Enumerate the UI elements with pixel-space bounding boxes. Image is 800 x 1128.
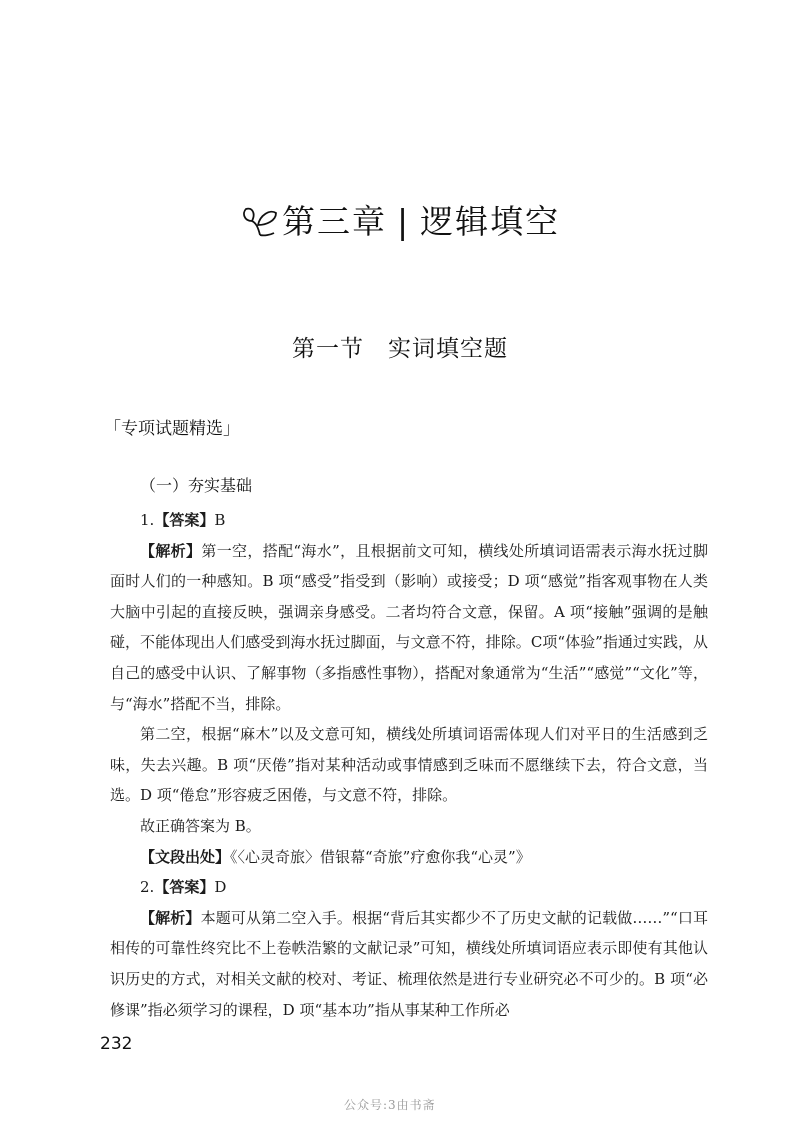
q1-analysis-paragraph-1: 【解析】第一空，搭配“海水”，且根据前文可知，横线处所填词语需表示海水抚过脚面时人们的一种感知。B 项“感受”指受到（影响）或接受；D 项“感觉”指客观事物在人类大脑中引起的直接反映，强调亲身感受。二者均符合文意，保留。A 项“接触”强调的是触碰，不能体现出人们感受到海水抚过脚面，与文意不符，排除。C项“体验”指通过实践，从自己的感受中认识、了解事物（多指感性事物），搭配对象通常为“生活”“感觉”“文化”等，与“海水”搭配不当，排除。 <box>110 541 709 713</box>
q1-source-line <box>110 842 708 873</box>
chapter-title: 逻辑填空 <box>420 202 561 241</box>
q1-conclusion: 故正确答案为 B。 <box>140 816 261 835</box>
page-number: 232 <box>100 1034 133 1054</box>
q2-analysis-paragraph: 【解析】本题可从第二空入手。根据“背后其实都少不了历史文献的记载做……”“口耳相传的可靠性终究比不上卷帙浩繁的文献记录”可知，横线处所填词语应表示即使有其他认识历史的方式，对相关文献的校对、考证、梳理依然是进行专业研究必不可少的。B 项“必修课”指必须学习的课程，D 项“基本功”指从事某种工作所必 <box>110 908 708 1019</box>
sprout-icon <box>240 203 280 245</box>
answer-value: B <box>214 511 226 529</box>
watermark: 公众号:3由书斋 <box>344 1098 436 1112</box>
q1-answer-line: 1.【答案】B <box>140 511 226 529</box>
chapter-separator: | <box>396 202 411 241</box>
source-label: 【文段出处】 <box>140 847 231 866</box>
chapter-number: 第三章 <box>281 202 387 241</box>
body-text <box>110 505 708 1025</box>
topic-tag: 「专项试题精选」 <box>104 419 240 439</box>
chapter-heading <box>0 196 800 245</box>
q2-answer-line: 2.【答案】D <box>140 878 227 897</box>
q1-analysis-paragraph-2: 第二空，根据“麻木”以及文意可知，横线处所填词语需体现人们对平日的生活感到乏味，失去兴趣。B 项“厌倦”指对某种活动或事情感到乏味而不愿继续下去，符合文意，当选。D 项“倦怠”形容疲乏困倦，与文意不符，排除。 <box>110 725 708 805</box>
source-text: 《〈心灵奇旅〉借银幕“奇旅”疗愈你我“心灵”》 <box>230 847 531 866</box>
subsection-heading: （一）夯实基础 <box>140 476 253 495</box>
answer-label: 【答案】 <box>154 511 215 529</box>
analysis-label: 【解析】 <box>140 541 202 560</box>
answer-label: 【答案】 <box>154 878 215 897</box>
analysis-label: 【解析】 <box>140 908 201 927</box>
section-title: 实词填空题 <box>388 336 508 362</box>
section-number: 第一节 <box>292 336 364 362</box>
answer-value: D <box>214 878 227 897</box>
section-heading <box>0 330 800 363</box>
